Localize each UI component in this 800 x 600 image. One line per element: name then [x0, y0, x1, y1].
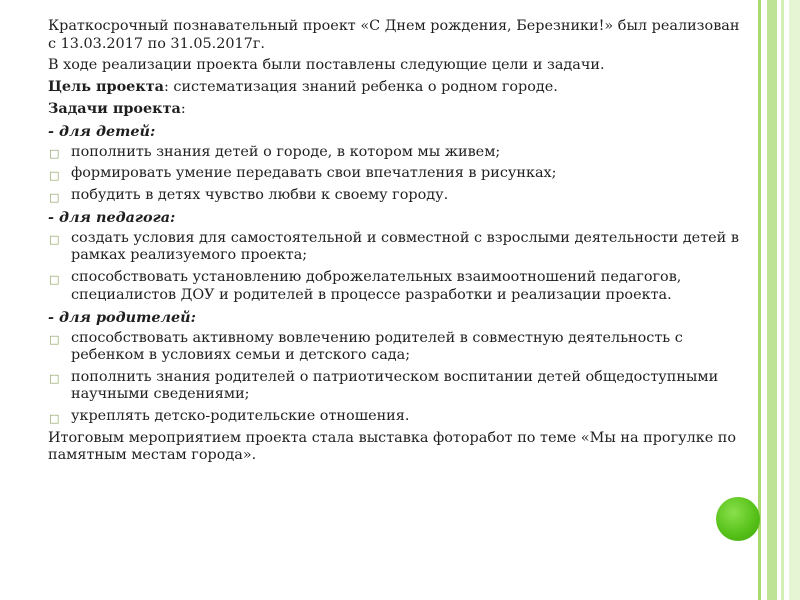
bullet-square-icon: □ — [49, 233, 60, 247]
tasks-colon: : — [180, 101, 186, 118]
bullet-square-icon: □ — [49, 190, 60, 204]
task-bullet-item — [48, 230, 748, 265]
task-bullet-item — [48, 369, 748, 404]
slide-body — [48, 18, 748, 469]
bullet-square-icon: □ — [49, 147, 60, 161]
task-group-title: - для детей: — [48, 122, 156, 140]
task-bullet-text: пополнить знания родителей о патриотическом воспитании детей общедоступными научными сведениями; — [71, 368, 719, 403]
task-bullet-item — [48, 165, 748, 183]
task-bullet-text: способствовать установлению доброжелательных взаимоотношений педагогов, специалистов ДОУ и родителей в процессе разработки и реализации проекта. — [71, 269, 682, 303]
task-bullet-item — [48, 187, 748, 205]
conclusion-paragraph: Итоговым мероприятием проекта стала выставка фоторабот по теме «Мы на прогулке по памятным местам города». — [48, 429, 737, 464]
task-bullet-text: способствовать активному вовлечению родителей в совместную деятельность с ребенком в условиях семьи и детского сада; — [71, 329, 683, 364]
task-bullet-text: побудить в детях чувство любви к своему городу. — [71, 187, 449, 204]
task-bullet-text: укреплять детско-родительские отношения. — [71, 408, 410, 425]
task-bullet-text: создать условия для самостоятельной и совместной с взрослыми деятельности детей в рамках реализуемого проекта; — [71, 229, 739, 264]
tasks-heading — [48, 100, 748, 119]
decor-stripe-3 — [781, 0, 784, 600]
task-bullet-item — [48, 408, 748, 426]
goal-text: : систематизация знаний ребенка о родном городе. — [163, 79, 558, 96]
bullet-square-icon: □ — [49, 411, 60, 425]
task-bullet-text: пополнить знания детей о городе, в котором мы живем; — [71, 143, 501, 160]
goals-intro: В ходе реализации проекта были поставлены следующие цели и задачи. — [48, 57, 605, 73]
decor-stripe-2 — [767, 0, 777, 600]
intro-paragraph: Краткосрочный познавательный проект «С Днем рождения, Березники!» был реализован с 13.03.2017 по 31.05.2017г. — [48, 18, 740, 52]
bullet-square-icon: □ — [49, 372, 60, 386]
task-groups — [48, 123, 748, 426]
project-goal — [48, 78, 748, 97]
bullet-square-icon: □ — [49, 333, 60, 347]
bullet-square-icon: □ — [49, 168, 60, 182]
task-group-title: - для педагога: — [48, 208, 176, 226]
task-group-title: - для родителей: — [48, 308, 196, 326]
decor-stripe-4 — [789, 0, 800, 600]
task-bullet-item — [48, 330, 748, 365]
tasks-label: Задачи проекта — [48, 100, 181, 118]
task-bullet-item — [48, 144, 748, 162]
green-circle-decoration — [716, 497, 760, 541]
task-bullet-item — [48, 269, 748, 304]
goal-label: Цель проекта — [48, 78, 164, 96]
task-bullet-text: формировать умение передавать свои впечатления в рисунках; — [71, 165, 557, 182]
bullet-square-icon: □ — [49, 272, 60, 286]
